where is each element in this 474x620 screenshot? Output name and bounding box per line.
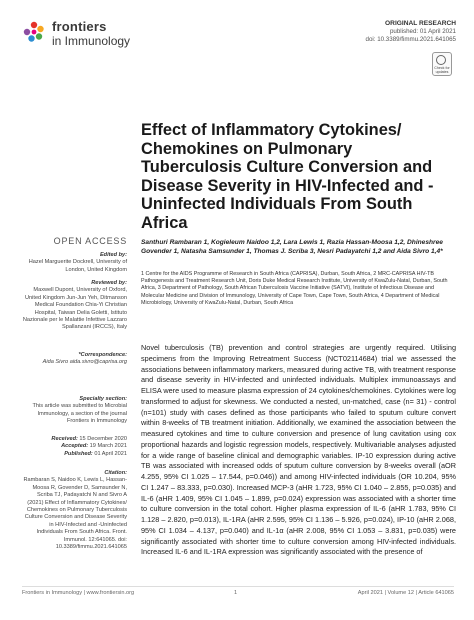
citation-value: Rambaran S, Naidoo K, Lewis L, Hassan-Moosa R, Govender D, Samsunder N, Scriba TJ, Padayatchi N and Sivro A (2021) Effect of Inflammatory Cytokines/ Chemokines on Pulmonary Tuberculosis Culture Conversion and Disease Severity in HIV-Infected and -Uninfected Individuals From South Africa. Front. Immunol. 12:641065. doi: 10.3389/fimmu.2021.641065 <box>23 477 127 551</box>
footer-divider <box>22 586 454 587</box>
specialty-label: Specialty section: <box>79 396 127 402</box>
article-type: ORIGINAL RESEARCH <box>385 20 456 27</box>
correspondence-value[interactable]: Aida Sivro aida.sivro@caprisa.org <box>42 359 127 366</box>
published-value: 01 April 2021 <box>94 450 127 457</box>
published-label: Published: <box>64 450 93 457</box>
footer-issue: April 2021 | Volume 12 | Article 641065 <box>357 590 454 596</box>
sidebar-dates <box>22 436 127 458</box>
frontiers-logo-icon <box>22 20 46 44</box>
footer-journal[interactable]: Frontiers in Immunology | www.frontiersin.org <box>22 590 135 596</box>
sidebar-citation <box>22 470 127 551</box>
received-label: Received: <box>51 436 78 442</box>
reviewed-by-value: Maxwell Dupont, University of Oxford, United Kingdom Jun-Jun Yeh, Ditmanson Medical Foundation Chia-Yi Christian Hospital, Taiwan Delia Goletti, Istituto Nazionale per le Malattie Infettive Lazzaro Spallanzani (IRCCS), Italy <box>22 287 127 331</box>
edited-by-value: Hazel Marguerite Dockrell, University of London, United Kingdom <box>28 259 127 273</box>
article-meta-header <box>366 20 456 44</box>
sidebar-edited-by <box>22 252 127 274</box>
sidebar-specialty <box>22 396 127 426</box>
accepted-label: Accepted: <box>61 443 89 450</box>
reviewed-by-label: Reviewed by: <box>91 280 127 286</box>
doi[interactable]: doi: 10.3389/fimmu.2021.641065 <box>365 36 456 43</box>
check-updates-label: Check for updates <box>434 66 450 74</box>
journal-subtitle: in Immunology <box>52 34 131 48</box>
accepted-value: 19 March 2021 <box>89 443 127 450</box>
specialty-value: This article was submitted to Microbial Immunology, a section of the journal Frontiers in Immunology <box>32 403 127 425</box>
journal-brand: frontiers <box>52 19 107 34</box>
citation-label: Citation: <box>104 470 127 476</box>
article-title: Effect of Inflammatory Cytokines/ Chemokines on Pulmonary Tuberculosis Culture Conversion and Disease Severity in HIV-Infected and -Uninfected Individuals From South Africa <box>141 121 434 232</box>
journal-logo[interactable] <box>22 16 142 50</box>
received-value: 15 December 2020 <box>79 436 127 442</box>
sidebar-correspondence <box>22 352 127 367</box>
correspondence-label: *Correspondence: <box>78 352 127 358</box>
edited-by-label: Edited by: <box>99 252 127 258</box>
abstract-text: Novel tuberculosis (TB) prevention and control strategies are urgently required. Utilising specimens from the Improving Retreatment Success (NCT02114684) trial we assessed the associations between inflammatory markers, measured during active TB, with treatment response and disease severity in HIV-infected and uninfected individuals. Multiplex immunoassays and ELISA were used to measure plasma expression of 24 cytokines/chemokines. Cytokines were log transformed to adjust for skewness. We conducted a nested, un-matched, case (n= 31) - control (n=101) study with cases defined as those participants who failed to sputum culture convert within 8-weeks of TB treatment initiation. Additionally, we examined the association between the measured cytokines and time to culture conversion and presence of lung cavitation using cox proportional hazards and logistic regression models, respectively. Multivariable analyses adjusted for a wide range of baseline clinical and demographic variables. IP-10 expression during active TB was associated with increased odds of sputum culture conversion by 8-weeks overall (aOR 4.255, 95% CI 1.025 – 17.544, p=0.046)) and among HIV-infected individuals (OR 10.204, 95% CI 1.247 – 83.333, p=0.030). Increased MCP-3 (aHR 1.723, 95% CI 1.040 – 2.855, p=0.035) and IL-6 (aHR 1.409, 95% CI 1.045 – 1.899, p=0.024) expression was associated with a shorter time to culture conversion in the total cohort. Higher plasma expression of IL-6 (aHR 1.783, 95% CI 1.128 – 2.820, p=0.013), IL-1RA (aHR 2.595, 95% CI 1.136 – 5.926, p=0.024), IP-10 (aHR 2.068, 95% CI 1.034 – 4.137, p=0.040) and IL-1α (aHR 2.008, 95% CI 1.053 – 3.831, p=0.035) were significantly associated with shorter time to culture conversion among HIV-infected individuals. Increased IL-6 and IL-1RA expression was significantly associated with the presence of <box>141 343 456 557</box>
check-updates-button[interactable] <box>432 52 452 76</box>
check-updates-icon <box>436 55 446 65</box>
sidebar-reviewed-by <box>22 280 127 332</box>
author-list: Santhuri Rambaran 1, Kogieleum Naidoo 1,2, Lara Lewis 1, Razia Hassan-Moosa 1,2, Dhineshree Govender 1, Natasha Samsunder 1, Thomas J. Scriba 3, Nesri Padayatchi 1,2 and Aida Sivro 1,4* <box>141 239 443 256</box>
footer-page-number: 1 <box>234 590 238 596</box>
open-access-label: OPEN ACCESS <box>53 236 127 246</box>
affiliations: 1 Centre for the AIDS Programme of Research in South Africa (CAPRISA), Durban, South Africa, 2 MRC-CAPRISA HIV-TB Pathogenesis and Treatment Research Unit, Doris Duke Medical Research Institute, University of KwaZulu-Natal, Durban, South Africa, 3 Department of Pathology, South African Tuberculosis Vaccine Initiative (SATVI), Institute of Infectious Disease and Molecular Medicine and Division of Immunology, University of Cape Town, Cape Town, South Africa, 4 Department of Medical Microbiology, University of KwaZulu-Natal, Durban, South Africa <box>141 271 448 306</box>
published-date: published: 01 April 2021 <box>389 28 456 35</box>
